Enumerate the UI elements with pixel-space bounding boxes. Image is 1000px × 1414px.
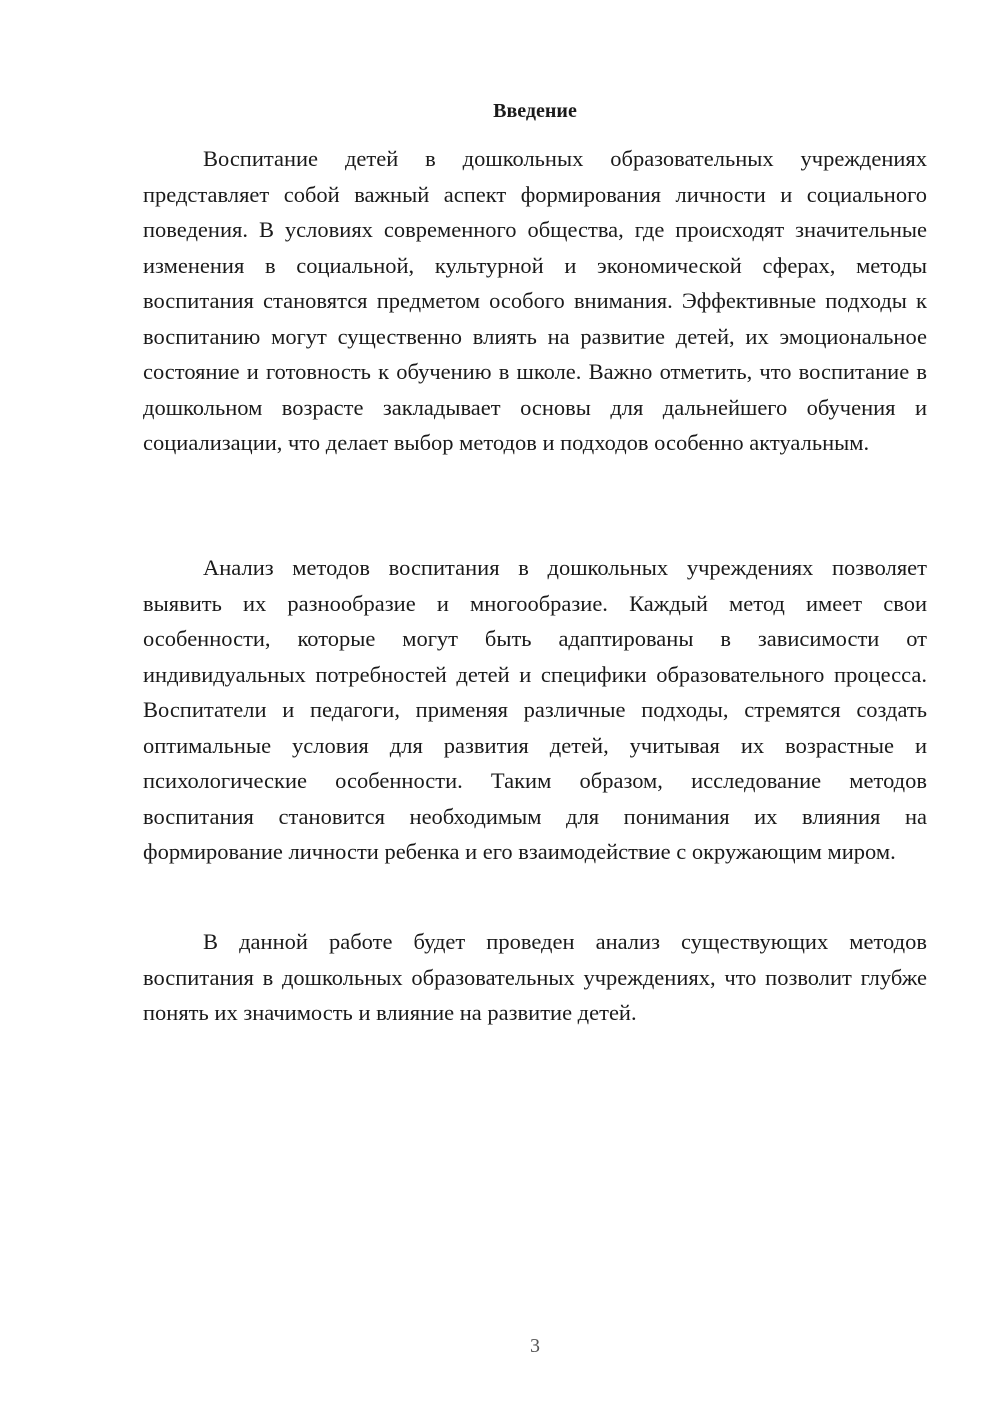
paragraph-1: Воспитание детей в дошкольных образовательных учреждениях представляет собой важный аспект формирования личности и социального поведения. В условиях современного общества, где происходят значительные изменения в социальной, культурной и экономической сферах, методы воспитания становятся предметом особого внимания. Эффективные подходы к воспитанию могут существенно влиять на развитие детей, их эмоциональное состояние и готовность к обучению в школе. Важно отметить, что воспитание в дошкольном возрасте закладывает основы для дальнейшего обучения и социализации, что делает выбор методов и подходов особенно актуальным. — [143, 146, 927, 455]
page-number: 3 — [530, 1335, 540, 1357]
paragraph-3: В данной работе будет проведен анализ существующих методов воспитания в дошкольных образовательных учреждениях, что позволит глубже понять их значимость и влияние на развитие детей. — [143, 929, 927, 1025]
section-heading: Введение — [493, 100, 577, 122]
paragraph-2: Анализ методов воспитания в дошкольных учреждениях позволяет выявить их разнообразие и многообразие. Каждый метод имеет свои особенности, которые могут быть адаптированы в зависимости от индивидуальных потребностей детей и специфики образовательного процесса. Воспитатели и педагоги, применяя различные подходы, стремятся создать оптимальные условия для развития детей, учитывая их возрастные и психологические особенности. Таким образом, исследование методов воспитания становится необходимым для понимания их влияния на формирование личности ребенка и его взаимодействие с окружающим миром. — [143, 555, 927, 864]
